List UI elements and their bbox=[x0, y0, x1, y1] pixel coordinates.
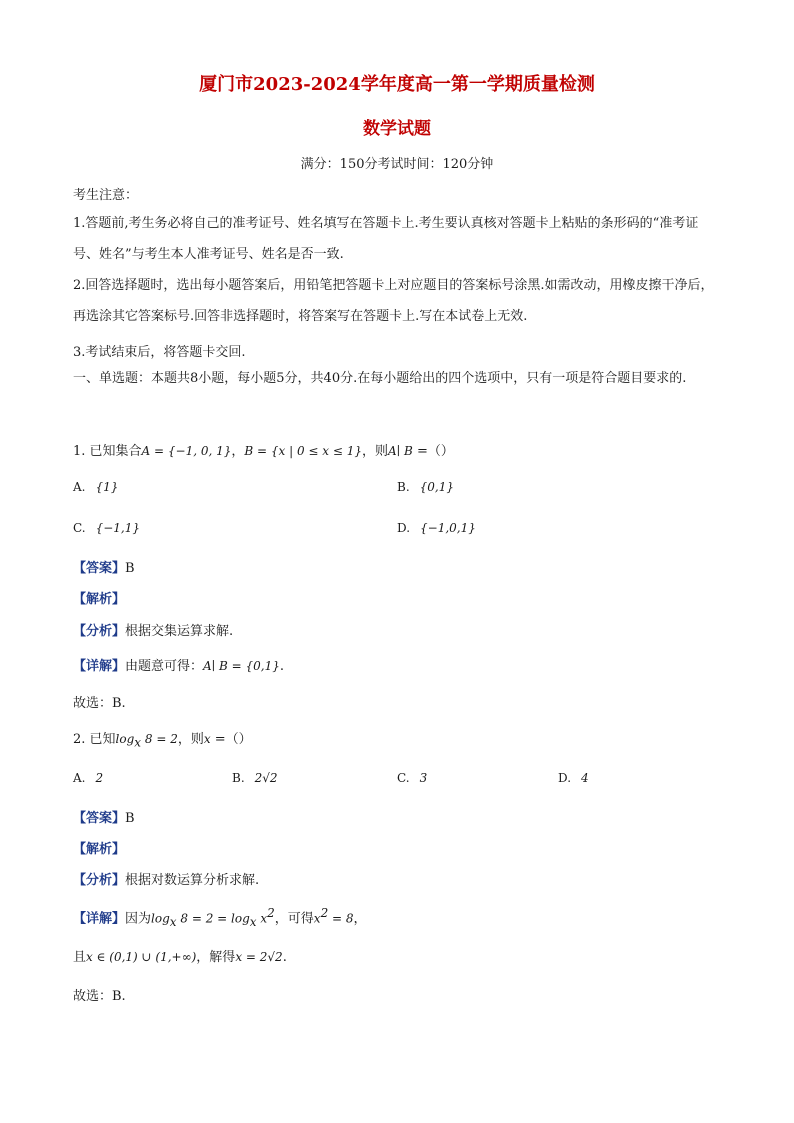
exam-subtitle: 数学试题 bbox=[363, 119, 431, 139]
xiangjie-eq: = 8 bbox=[328, 911, 354, 926]
section-1-heading: 一、单选题：本题共8小题，每小题5分，共40分.在每小题给出的四个选项中，只有一项是符合题目要求的. bbox=[73, 371, 687, 386]
xiangjie-label: 【详解】 bbox=[73, 911, 126, 927]
q1-prefix: 1. 已知集合 bbox=[73, 444, 142, 459]
xiangjie-sub2: x bbox=[249, 914, 257, 929]
xiangjie-label: 【详解】 bbox=[73, 659, 126, 674]
option-key: A. bbox=[73, 480, 86, 494]
option-key: B. bbox=[397, 480, 410, 494]
line2-end: . bbox=[282, 950, 287, 965]
answer-label: 【答案】 bbox=[73, 811, 126, 826]
option-value: {0,1} bbox=[419, 480, 454, 494]
xiangjie-var: x bbox=[256, 911, 268, 926]
xiangjie-log1: log bbox=[151, 911, 170, 926]
q2-prefix: 2. 已知 bbox=[73, 732, 116, 747]
option-value: 4 bbox=[581, 771, 589, 785]
line2-mid: ，解得 bbox=[196, 950, 236, 965]
exam-title: 厦门市2023-2024学年度高一第一学期质量检测 bbox=[199, 74, 595, 95]
xiangjie-prefix: 因为 bbox=[125, 911, 152, 927]
analysis-label: 【解析】 bbox=[73, 592, 126, 607]
q2-xiangjie bbox=[73, 906, 367, 929]
option-key: D. bbox=[397, 521, 411, 535]
q2-log-base: x bbox=[134, 735, 142, 750]
option-value: {1} bbox=[95, 480, 119, 494]
line2-prefix: 且 bbox=[73, 950, 87, 965]
question-1-stem bbox=[73, 440, 454, 459]
notice-heading: 考生注意： bbox=[73, 188, 139, 203]
option-key: D. bbox=[558, 771, 572, 785]
q2-end: =（） bbox=[210, 732, 252, 747]
answer-value: B bbox=[125, 561, 135, 576]
option-key: C. bbox=[73, 521, 86, 535]
xiangjie-var2: x bbox=[313, 911, 321, 926]
q2-log-rest: 8 = 2 bbox=[141, 732, 178, 746]
answer-value: B bbox=[125, 811, 135, 826]
option-value: {−1,1} bbox=[95, 521, 140, 535]
xiangjie-prefix: 由题意可得： bbox=[125, 659, 204, 674]
notice-item-1: 1.答题前,考生务必将自己的准考证号、姓名填写在答题卡上.考生要认真核对答题卡上粘贴的条形码的“准考证号、姓名”与考生本人准考证号、姓名是否一致. bbox=[73, 216, 699, 262]
q1-xiangjie bbox=[73, 655, 284, 674]
q2-conclusion: 故选：B. bbox=[73, 989, 126, 1004]
q1-sep: ， bbox=[231, 444, 245, 459]
answer-label: 【答案】 bbox=[73, 561, 126, 576]
analysis-label: 【解析】 bbox=[73, 842, 126, 857]
fenxi-label: 【分析】 bbox=[73, 873, 126, 888]
q2-xiangjie-line2 bbox=[73, 946, 287, 965]
question-2-stem bbox=[73, 728, 252, 750]
q1-analysis bbox=[73, 588, 125, 607]
q1-option-d bbox=[397, 521, 476, 535]
q2-option-a bbox=[73, 771, 103, 785]
option-value: 3 bbox=[419, 771, 428, 785]
q1-set-a: A = {−1, 0, 1} bbox=[141, 444, 232, 458]
fenxi-text: 根据对数运算分析求解. bbox=[125, 873, 260, 888]
xiangjie-sup2: 2 bbox=[320, 906, 329, 920]
q1-end: =（） bbox=[412, 444, 454, 459]
option-value: 2 bbox=[95, 771, 104, 785]
q2-option-d bbox=[558, 771, 589, 785]
option-key: C. bbox=[397, 771, 410, 785]
fenxi-text: 根据交集运算求解. bbox=[125, 624, 234, 639]
option-key: A. bbox=[73, 771, 86, 785]
notice-item-3: 3.考试结束后，将答题卡交回. bbox=[73, 345, 246, 360]
exam-meta: 满分：150分考试时间：120分钟 bbox=[300, 157, 494, 172]
notice-item-2: 2.回答选择题时，选出每小题答案后，用铅笔把答题卡上对应题目的答案标号涂黑.如需改动，用橡皮擦干净后，再选涂其它答案标号.回答非选择题时，将答案写在答题卡上.写在本试卷上无效. bbox=[73, 278, 714, 324]
q1-option-a bbox=[73, 480, 118, 494]
option-key: B. bbox=[232, 771, 245, 785]
xiangjie-end: ， bbox=[353, 911, 367, 927]
q1-option-c bbox=[73, 521, 140, 535]
q2-answer bbox=[73, 807, 135, 826]
q2-analysis bbox=[73, 838, 125, 857]
q2-suffix: ，则 bbox=[177, 732, 204, 747]
q1-expr: A∣ B bbox=[388, 444, 413, 458]
q2-log: log bbox=[115, 732, 135, 746]
q2-option-c bbox=[397, 771, 427, 785]
q1-option-b bbox=[397, 480, 454, 494]
xiangjie-sub1: x bbox=[169, 914, 177, 929]
q2-option-b bbox=[232, 771, 278, 785]
xiangjie-end: . bbox=[279, 659, 284, 674]
q2-fenxi bbox=[73, 869, 259, 888]
q1-conclusion: 故选：B. bbox=[73, 696, 126, 711]
fenxi-label: 【分析】 bbox=[73, 624, 126, 639]
xiangjie-expr: A∣ B = {0,1} bbox=[203, 659, 280, 673]
q1-suffix: ，则 bbox=[362, 444, 389, 459]
option-value: {−1,0,1} bbox=[420, 521, 476, 535]
xiangjie-sup1: 2 bbox=[267, 906, 275, 920]
q2-var: x bbox=[203, 732, 211, 746]
q1-fenxi bbox=[73, 620, 233, 639]
line2-domain: x ∈ (0,1) ∪ (1,+∞) bbox=[86, 950, 197, 964]
q1-answer bbox=[73, 557, 135, 576]
xiangjie-mid: ，可得 bbox=[274, 911, 314, 927]
xiangjie-log1b: 8 = 2 = log bbox=[176, 911, 250, 926]
option-value: 2√2 bbox=[254, 771, 278, 785]
line2-solution: x = 2√2 bbox=[235, 950, 283, 964]
q1-set-b: B = {x | 0 ≤ x ≤ 1} bbox=[244, 444, 363, 458]
